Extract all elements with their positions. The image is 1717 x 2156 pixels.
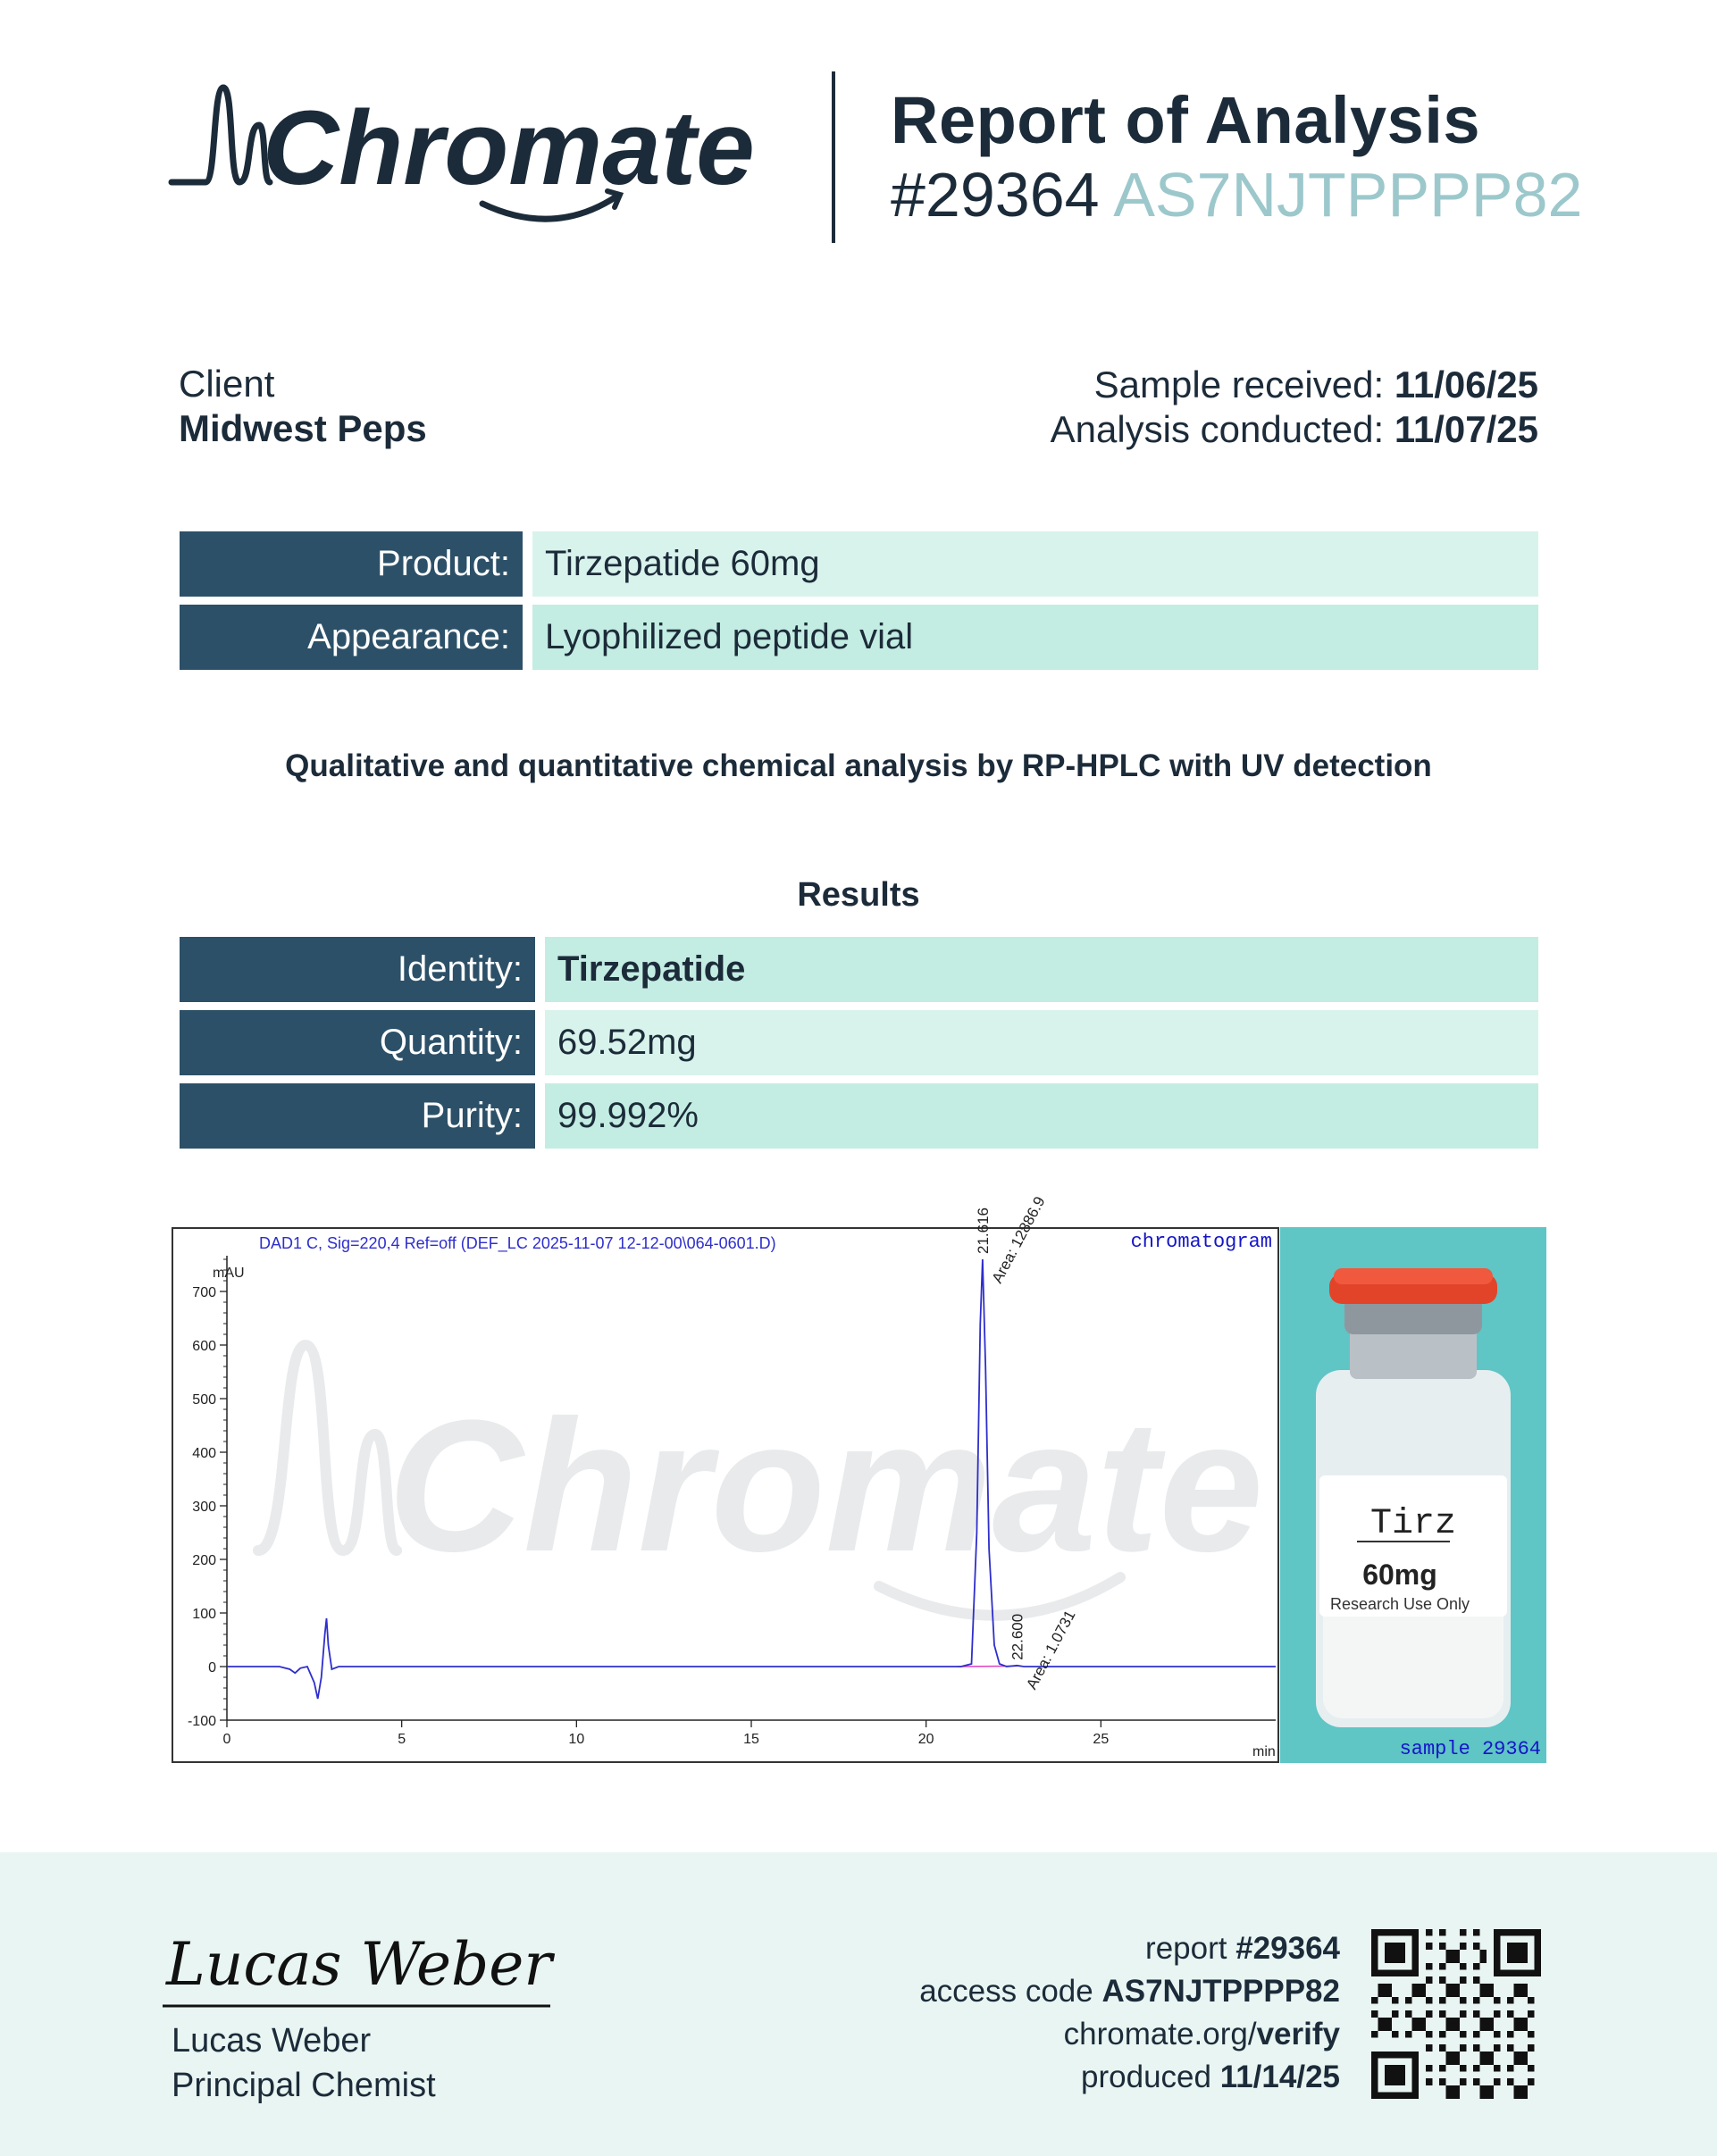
x-tick-label: 10 — [568, 1732, 585, 1747]
chemist-title: Principal Chemist — [172, 2067, 436, 2104]
chromatogram-chart — [173, 1193, 1277, 1761]
x-axis-label: min — [1252, 1744, 1276, 1759]
peak-area-1: Area: 1.0731 — [1023, 1607, 1079, 1692]
meta-report-line — [919, 1927, 1340, 1970]
x-tick-label: 15 — [743, 1732, 759, 1747]
x-tick-label: 25 — [1093, 1732, 1110, 1747]
meta-produced-line — [919, 2056, 1340, 2099]
purity-label: Purity: — [180, 1083, 535, 1149]
meta-produced-date: 11/14/25 — [1219, 2060, 1340, 2094]
analysis-conducted-label: Analysis conducted: — [1050, 408, 1385, 450]
y-axis-label: mAU — [213, 1266, 245, 1281]
verify-path: verify — [1256, 2017, 1340, 2052]
y-tick-label: 500 — [192, 1392, 216, 1408]
chart-corner-label: chromatogram — [1130, 1231, 1272, 1253]
appearance-value: Lyophilized peptide vial — [532, 605, 1538, 670]
product-value: Tirzepatide 60mg — [532, 531, 1538, 597]
report-number: #29364 — [891, 160, 1100, 230]
sample-received-line — [1051, 363, 1538, 407]
y-tick-label: 600 — [192, 1339, 216, 1354]
report-identifier — [891, 159, 1582, 230]
y-tick-label: -100 — [187, 1714, 216, 1729]
y-tick-label: 300 — [192, 1500, 216, 1515]
watermark-wordmark: Chromate — [388, 1381, 1264, 1591]
peak-area-0: Area: 12886.9 — [988, 1193, 1049, 1286]
vial-label-note: Research Use Only — [1329, 1595, 1470, 1613]
meta-access-line — [919, 1970, 1340, 2013]
chart-title: DAD1 C, Sig=220,4 Ref=off (DEF_LC 2025-11-07 12-12-00\064-0601.D) — [259, 1234, 776, 1252]
header-divider — [832, 71, 835, 243]
purity-row — [180, 1083, 1538, 1149]
access-code: AS7NJTPPPP82 — [1113, 160, 1583, 230]
sample-vial-photo — [1280, 1227, 1546, 1763]
y-tick-label: 700 — [192, 1285, 216, 1300]
meta-report-number: #29364 — [1235, 1931, 1340, 1966]
verify-domain: chromate.org/ — [1063, 2017, 1257, 2052]
meta-access-prefix: access code — [919, 1974, 1102, 2009]
x-tick-label: 5 — [398, 1732, 406, 1747]
purity-value: 99.992% — [545, 1083, 1538, 1149]
y-tick-label: 0 — [208, 1660, 216, 1675]
analysis-conducted-date: 11/07/25 — [1394, 408, 1538, 450]
analysis-conducted-line — [1051, 407, 1538, 452]
peak-retention-time-1: 22.600 — [1009, 1613, 1026, 1660]
appearance-row — [180, 605, 1538, 670]
y-tick-label: 400 — [192, 1446, 216, 1461]
vial-label-dose: 60mg — [1362, 1559, 1437, 1591]
dates-block — [1051, 363, 1538, 452]
product-row — [180, 531, 1538, 597]
meta-produced-prefix: produced — [1081, 2060, 1220, 2094]
sample-received-label: Sample received: — [1093, 364, 1385, 405]
vial-image — [1280, 1227, 1546, 1763]
vial-caption: sample 29364 — [1399, 1738, 1541, 1760]
x-tick-label: 0 — [222, 1732, 231, 1747]
chemist-name: Lucas Weber — [172, 2022, 372, 2060]
client-name: Midwest Peps — [179, 407, 427, 449]
quantity-label: Quantity: — [180, 1010, 535, 1075]
watermark-logo — [258, 1345, 1263, 1616]
method-description: Qualitative and quantitative chemical analysis by RP-HPLC with UV detection — [285, 748, 1432, 783]
signature — [159, 1920, 561, 2018]
identity-value: Tirzepatide — [545, 937, 1538, 1002]
report-title: Report of Analysis — [891, 83, 1481, 157]
logo-wordmark: Chromate — [263, 89, 755, 207]
meta-verify-link[interactable] — [919, 2013, 1340, 2056]
x-tick-label: 20 — [917, 1732, 934, 1747]
quantity-row — [180, 1010, 1538, 1075]
peak-retention-time-0: 21.616 — [974, 1208, 992, 1254]
report-meta — [919, 1927, 1340, 2099]
signature-text: Lucas Weber — [166, 1930, 552, 1999]
verification-qr-code[interactable] — [1371, 1929, 1541, 2099]
product-label: Product: — [180, 531, 523, 597]
sample-received-date: 11/06/25 — [1394, 364, 1538, 405]
chromate-logo — [170, 79, 755, 239]
appearance-label: Appearance: — [180, 605, 523, 670]
client-label: Client — [179, 363, 275, 405]
y-tick-label: 100 — [192, 1607, 216, 1622]
chemist-block — [172, 2018, 436, 2108]
results-heading: Results — [797, 876, 920, 914]
vial-label-name: Tirz — [1369, 1504, 1457, 1544]
identity-row — [180, 937, 1538, 1002]
meta-access-code: AS7NJTPPPP82 — [1101, 1974, 1340, 2009]
quantity-value: 69.52mg — [545, 1010, 1538, 1075]
meta-report-prefix: report — [1145, 1931, 1236, 1966]
identity-label: Identity: — [180, 937, 535, 1002]
chromatogram-panel — [172, 1193, 1279, 1763]
y-tick-label: 200 — [192, 1553, 216, 1568]
